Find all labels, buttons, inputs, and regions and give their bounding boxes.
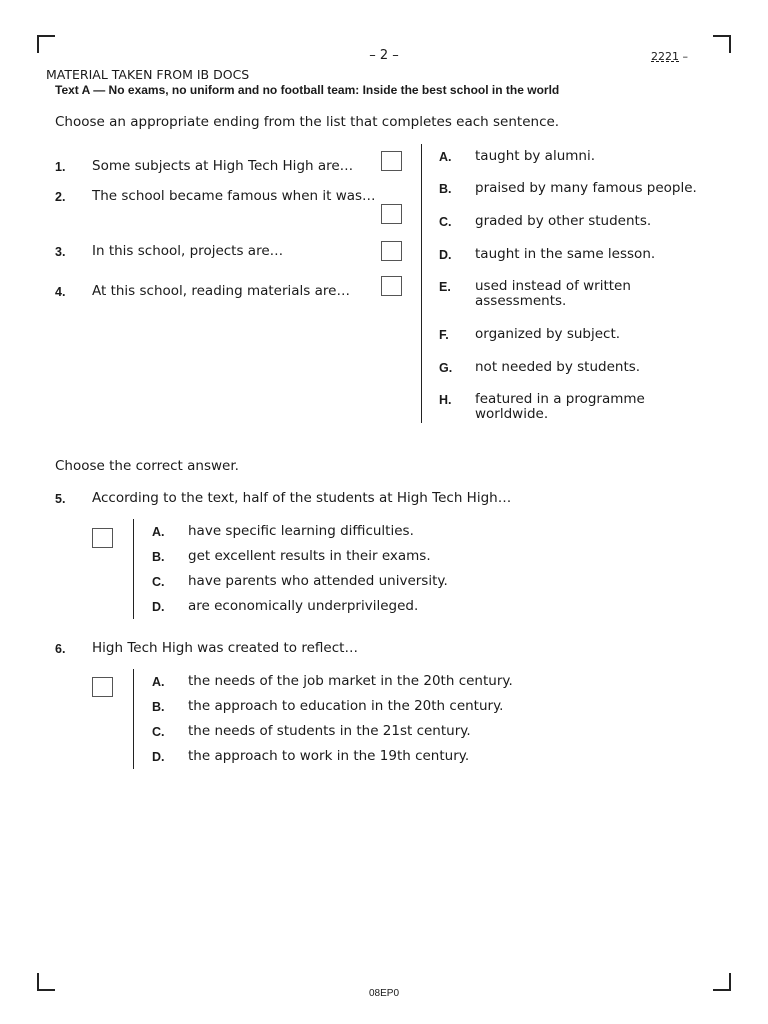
option-letter: A.	[152, 675, 165, 689]
option-letter: H.	[439, 393, 452, 407]
option-text: the needs of students in the 21st century.	[188, 723, 471, 739]
option-letter: D.	[152, 600, 165, 614]
option-letter: B.	[152, 700, 165, 714]
option-letter: A.	[439, 150, 452, 164]
answer-box-q5[interactable]	[92, 528, 113, 548]
option-letter: D.	[152, 750, 165, 764]
option-letter: C.	[152, 725, 165, 739]
options-divider	[133, 669, 134, 769]
text-title: Text A — No exams, no uniform and no football team: Inside the best school in the world	[55, 83, 560, 97]
exam-code	[651, 50, 688, 63]
option-text: have specific learning difficulties.	[188, 523, 414, 539]
matching-instruction: Choose an appropriate ending from the list that completes each sentence.	[55, 114, 560, 130]
source-note: MATERIAL TAKEN FROM IB DOCS	[46, 67, 250, 82]
question-number: 5.	[55, 492, 66, 506]
option-letter: G.	[439, 361, 453, 375]
footer-code: 08EP0	[368, 988, 400, 999]
ending-text-continued: worldwide.	[475, 406, 549, 422]
option-letter: F.	[439, 328, 449, 342]
option-letter: D.	[439, 248, 452, 262]
ending-text: organized by subject.	[475, 326, 621, 342]
exam-code-dash: –	[679, 50, 688, 63]
ending-text: taught in the same lesson.	[475, 246, 656, 262]
question-number: 1.	[55, 160, 66, 174]
option-letter: B.	[152, 550, 165, 564]
ending-text: not needed by students.	[475, 359, 641, 375]
answer-box-q4[interactable]	[381, 276, 402, 296]
question-text: High Tech High was created to reflect…	[92, 640, 358, 656]
option-letter: B.	[439, 182, 452, 196]
exam-code-number: 2221	[651, 50, 679, 63]
question-number: 4.	[55, 285, 66, 299]
answer-box-q2[interactable]	[381, 204, 402, 224]
ending-text: featured in a programme	[475, 391, 645, 407]
ending-text: graded by other students.	[475, 213, 652, 229]
answer-box-q6[interactable]	[92, 677, 113, 697]
endings-divider	[421, 144, 422, 423]
question-number: 2.	[55, 190, 66, 204]
options-divider	[133, 519, 134, 619]
option-letter: C.	[152, 575, 165, 589]
mcq-instruction: Choose the correct answer.	[55, 458, 239, 474]
question-text: The school became famous when it was…	[92, 188, 376, 204]
answer-box-q1[interactable]	[381, 151, 402, 171]
option-letter: E.	[439, 280, 451, 294]
question-text: Some subjects at High Tech High are…	[92, 158, 354, 174]
page-number: – 2 –	[369, 48, 399, 63]
answer-box-q3[interactable]	[381, 241, 402, 261]
option-text: the approach to education in the 20th century.	[188, 698, 504, 714]
option-text: are economically underprivileged.	[188, 598, 419, 614]
question-number: 3.	[55, 245, 66, 259]
option-text: the approach to work in the 19th century.	[188, 748, 470, 764]
ending-text: praised by many famous people.	[475, 180, 697, 196]
option-text: have parents who attended university.	[188, 573, 448, 589]
option-letter: A.	[152, 525, 165, 539]
question-text: According to the text, half of the students at High Tech High…	[92, 490, 512, 506]
ending-text-continued: assessments.	[475, 293, 567, 309]
option-letter: C.	[439, 215, 452, 229]
option-text: get excellent results in their exams.	[188, 548, 431, 564]
ending-text: used instead of written	[475, 278, 631, 294]
option-text: the needs of the job market in the 20th century.	[188, 673, 513, 689]
question-text: In this school, projects are…	[92, 243, 284, 259]
question-text: At this school, reading materials are…	[92, 283, 350, 299]
question-number: 6.	[55, 642, 66, 656]
ending-text: taught by alumni.	[475, 148, 596, 164]
